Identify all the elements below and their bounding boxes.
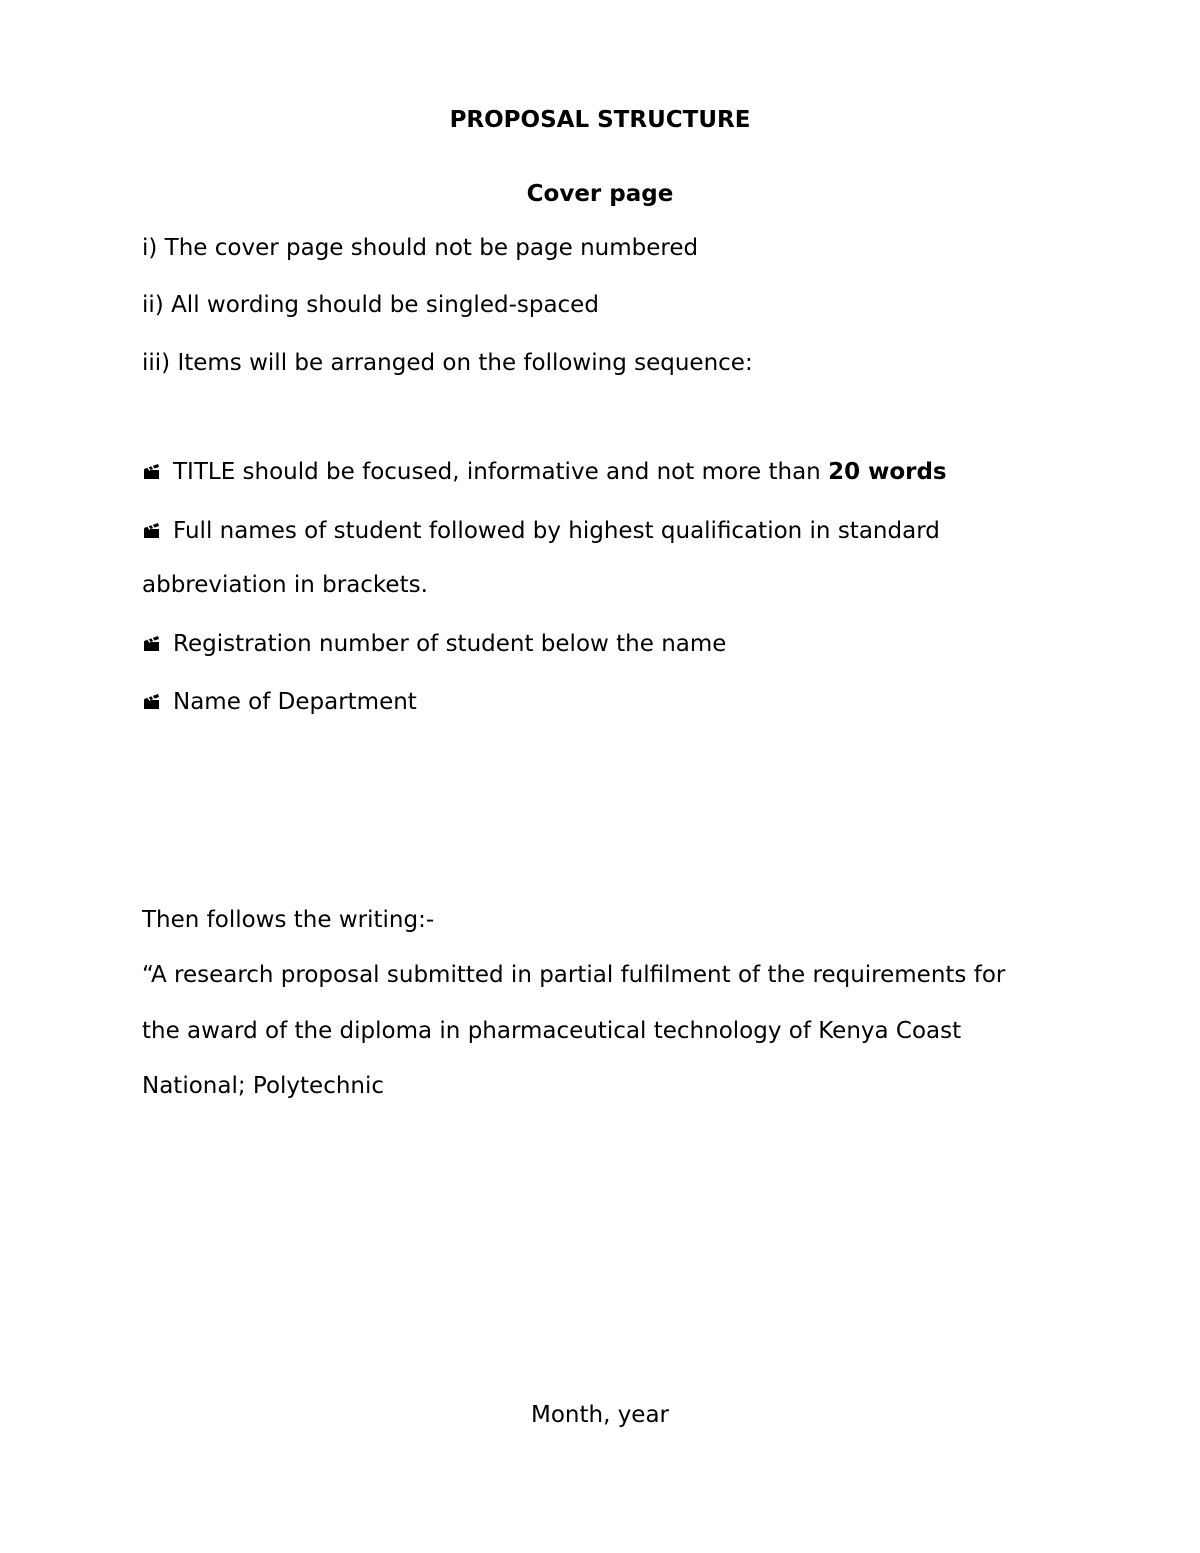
bullet-item-title-bold: 20 words [828, 459, 947, 485]
bullet-item-registration-text: Registration number of student below the name [173, 631, 727, 657]
rule-item-1: i) The cover page should not be page numbered [142, 235, 699, 261]
footer-date: Month, year [530, 1402, 670, 1428]
clapperboard-icon [142, 633, 162, 653]
section-heading: Cover page [526, 181, 674, 207]
bullet-item-department-text: Name of Department [173, 689, 417, 715]
bullet-item-title-text: TITLE should be focused, informative and not more than [173, 459, 829, 485]
rule-item-2: ii) All wording should be singled-spaced [142, 292, 599, 318]
clapperboard-icon [142, 461, 162, 481]
writing-quote-line-2: the award of the diploma in pharmaceutical technology of Kenya Coast [142, 1018, 962, 1044]
document-title: PROPOSAL STRUCTURE [449, 107, 751, 133]
clapperboard-icon [142, 691, 162, 711]
bullet-item-names-text: Full names of student followed by highest qualification in standard [173, 518, 940, 544]
bullet-item-registration [142, 630, 726, 658]
writing-quote-line-1: “A research proposal submitted in partial fulfilment of the requirements for [142, 962, 1006, 988]
bullet-item-names [142, 517, 940, 545]
rule-item-3: iii) Items will be arranged on the following sequence: [142, 350, 753, 376]
clapperboard-icon [142, 520, 162, 540]
writing-quote-line-3: National; Polytechnic [142, 1073, 385, 1099]
bullet-item-title [142, 458, 947, 486]
writing-intro: Then follows the writing:- [142, 907, 435, 933]
bullet-item-names-continuation: abbreviation in brackets. [142, 572, 428, 598]
bullet-item-department [142, 688, 417, 716]
